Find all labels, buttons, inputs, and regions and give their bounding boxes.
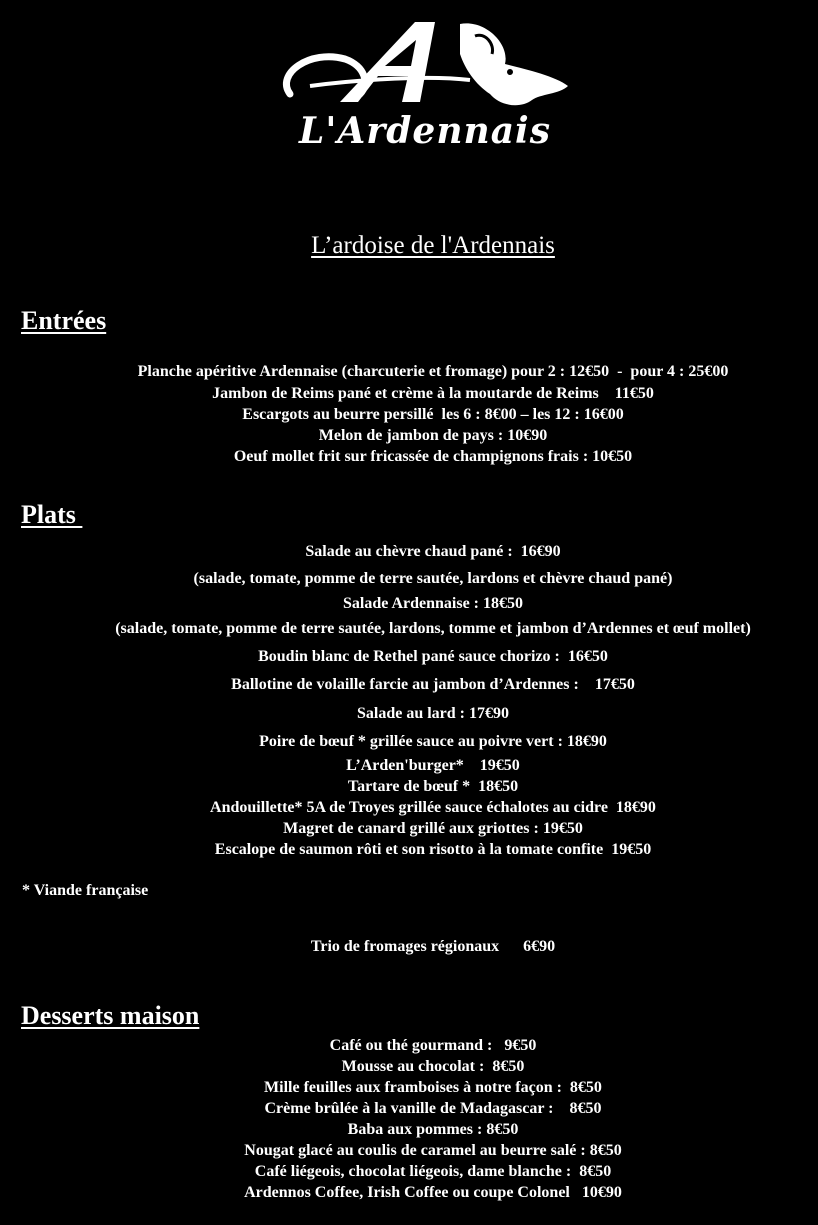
section-heading-desserts: Desserts maison (21, 1001, 200, 1030)
menu-item: Café liégeois, chocolat liégeois, dame blanche : 8€50 (254, 1163, 612, 1180)
menu-item: Ardennos Coffee, Irish Coffee ou coupe Colonel 10€90 (244, 1184, 622, 1201)
menu-item: Salade au lard : 17€90 (356, 705, 509, 722)
menu-item: Ballotine de volaille farcie au jambon d’Ardennes : 17€50 (231, 676, 635, 693)
menu-item: L’Arden'burger* 19€50 (346, 757, 520, 774)
menu-item: Salade Ardennaise : 18€50 (342, 595, 523, 612)
menu-item: Melon de jambon de pays : 10€90 (318, 427, 548, 444)
menu-item: Magret de canard grillé aux griottes : 19€50 (283, 820, 583, 837)
section-heading-entrees: Entrées (21, 306, 107, 335)
menu-item: Crème brûlée à la vanille de Madagascar : 8€50 (264, 1100, 602, 1117)
menu-item: Café ou thé gourmand : 9€50 (329, 1037, 537, 1054)
menu-item: Andouillette* 5A de Troyes grillée sauce échalotes au cidre 18€90 (210, 799, 656, 816)
menu-item: Mille feuilles aux framboises à notre façon : 8€50 (264, 1079, 602, 1096)
menu-item: Escalope de saumon rôti et son risotto à la tomate confite 19€50 (214, 841, 652, 858)
menu-item-description: (salade, tomate, pomme de terre sautée, lardons, tomme et jambon d’Ardennes et œuf mollet) (115, 620, 751, 637)
menu-item: Planche apéritive Ardennaise (charcuterie et fromage) pour 2 : 12€50 - pour 4 : 25€00 (137, 363, 729, 380)
menu-item: Tartare de bœuf * 18€50 (347, 778, 519, 795)
menu-item: Jambon de Reims pané et crème à la moutarde de Reims 11€50 (212, 385, 654, 402)
section-heading-plats: Plats (21, 500, 83, 529)
logo-brand-text: L'Ardennais (299, 110, 551, 152)
menu-item: Poire de bœuf * grillée sauce au poivre vert : 18€90 (259, 733, 607, 750)
menu-item: Nougat glacé au coulis de caramel au beurre salé : 8€50 (244, 1142, 622, 1159)
menu-item: Mousse au chocolat : 8€50 (341, 1058, 525, 1075)
footnote-french-meat: * Viande française (22, 882, 149, 899)
cheese-item: Trio de fromages régionaux 6€90 (310, 938, 556, 955)
menu-item: Oeuf mollet frit sur fricassée de champignons frais : 10€50 (233, 448, 633, 465)
page-title: L’ardoise de l'Ardennais (311, 232, 555, 259)
menu-item: Escargots au beurre persillé les 6 : 8€00 – les 12 : 16€00 (242, 406, 624, 423)
restaurant-logo (270, 14, 580, 164)
menu-item: Salade au chèvre chaud pané : 16€90 (305, 543, 561, 560)
menu-item: Boudin blanc de Rethel pané sauce chorizo : 16€50 (258, 648, 608, 665)
menu-item-description: (salade, tomate, pomme de terre sautée, lardons et chèvre chaud pané) (193, 570, 673, 587)
menu-item: Baba aux pommes : 8€50 (347, 1121, 519, 1138)
